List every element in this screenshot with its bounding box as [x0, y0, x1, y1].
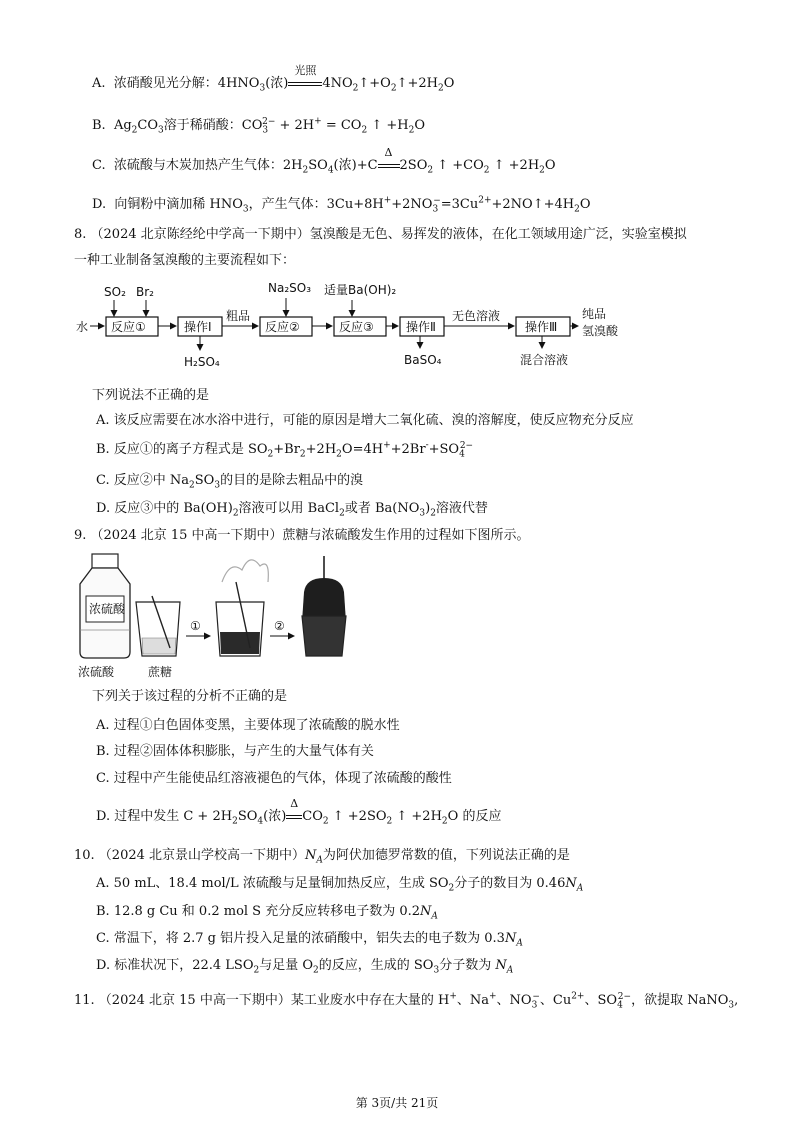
q8-question: 下列说法不正确的是 — [92, 388, 210, 403]
step2-label: ② — [274, 619, 285, 633]
expanded-carbon-beaker — [302, 556, 346, 656]
blackened-beaker — [216, 560, 268, 656]
q8-option-a: A. 该反应需要在冰水浴中进行，可能的原因是增大二氧化硫、溴的溶解度，使反应物充分反应 — [96, 413, 634, 428]
svg-text:操作Ⅰ: 操作Ⅰ — [184, 320, 212, 334]
acid-bottle — [80, 554, 130, 658]
page-footer: 第 3页/共 21页 — [355, 1096, 439, 1110]
q10-option-c: C. 常温下，将 2.7 g 铝片投入足量的浓硝酸中，铝失去的电子数为 $0.3N_A$ — [96, 931, 523, 949]
q10-option-b: B. 12.8 g Cu 和 0.2 mol S 充分反应转移电子数为 $0.2N_A$ — [96, 904, 438, 922]
flow-output-baso4: BaSO₄ — [404, 353, 442, 367]
svg-text:反应②: 反应② — [265, 320, 300, 334]
q8-flow-diagram — [74, 278, 714, 374]
q9-sucrose-figure — [70, 552, 370, 682]
q8-stem-line1: 8. （2024 北京陈经纶中学高一下期中）氢溴酸是无色、易挥发的液体，在化工领域用途广泛，实验室模拟 — [74, 227, 687, 242]
flow-output-h2so4: H₂SO₄ — [184, 355, 220, 369]
q7-option-c: C. 浓硫酸与木炭加热产生气体：$2H_2SO_4$(浓)+C Δ $2SO_2$ ↑ $+CO_2$ ↑ $+2H_2O$ — [92, 146, 556, 176]
q7-option-d: D. 向铜粉中滴加稀 $HNO_3$，产生气体：$3Cu+8H^++2NO_3^-=3Cu^{2+}+2NO↑+4H_2O$ — [92, 195, 591, 215]
q9-option-a: A. 过程①白色固体变黑，主要体现了浓硫酸的脱水性 — [96, 718, 400, 733]
q10-option-d: D. 标准状况下，22.4 $LSO_2$与足量 $O_2$的反应，生成的 $SO_3$分子数为 $N_A$ — [96, 958, 514, 976]
q9-option-c: C. 过程中产生能使品红溶液褪色的气体，体现了浓硫酸的酸性 — [96, 771, 452, 786]
q8-option-c: C. 反应②中 $Na_2SO_3$的目的是除去粗品中的溴 — [96, 473, 364, 491]
flow-product-line2: 氢溴酸 — [582, 324, 619, 338]
q10-option-a: A. 50 mL、18.4 mol/L 浓硫酸与足量铜加热反应，生成 $SO_2$分子的数目为 $0.46N_A$ — [96, 876, 584, 894]
svg-text:反应③: 反应③ — [339, 320, 374, 334]
caption-sucrose: 蔗糖 — [148, 665, 173, 679]
caption-acid: 浓硫酸 — [78, 665, 115, 679]
q8-stem-line2: 一种工业制备氢溴酸的主要流程如下： — [74, 253, 296, 268]
q9-option-b: B. 过程②固体体积膨胀，与产生的大量气体有关 — [96, 744, 374, 759]
q9-option-d: D. 过程中发生 $C + 2H_2SO_4$(浓) Δ $CO_2$ ↑ $+2SO_2$ ↑ $+2H_2O$ 的反应 — [96, 797, 502, 827]
q8-option-d: D. 反应③中的 $Ba(OH)_2$溶液可以用 BaCl$_2$或者 $Ba(NO_3)_2$溶液代替 — [96, 501, 488, 519]
sucrose-beaker — [136, 596, 180, 656]
flow-output-mixture: 混合溶液 — [520, 353, 569, 367]
flow-input-na2so3: Na₂SO₃ — [268, 281, 312, 295]
step1-label: ① — [190, 619, 201, 633]
flow-input-water: 水 — [76, 320, 89, 334]
q7-option-b: B. $Ag_2CO_3$溶于稀硝酸：$CO_3^{2-} + 2H^+ = CO_2$ ↑ $+H_2O$ — [92, 116, 425, 136]
flow-input-br2: Br₂ — [136, 285, 154, 299]
q10-stem: 10. （2024 北京景山学校高一下期中）$N_A$为阿伏加德罗常数的值，下列说法正确的是 — [74, 848, 570, 866]
q9-question: 下列关于该过程的分析不正确的是 — [92, 689, 288, 704]
flow-input-baoh2: 适量Ba(OH)₂ — [324, 283, 397, 297]
flow-product-line1: 纯品 — [582, 307, 607, 321]
q7-option-a: A. 浓硝酸见光分解：$4HNO_3$(浓) 光照 $4NO_2↑+O_2↑+2H_2O$ — [92, 64, 455, 94]
bottle-label: 浓硫酸 — [89, 602, 126, 616]
q9-stem: 9. （2024 北京 15 中高一下期中）蔗糖与浓硫酸发生作用的过程如下图所示。 — [74, 528, 530, 543]
svg-text:操作Ⅱ: 操作Ⅱ — [406, 320, 436, 334]
q11-stem: 11. （2024 北京 15 中高一下期中）某工业废水中存在大量的 H+、Na+、$NO_3^-$、$Cu^{2+}$、$SO_4^{2-}$，欲提取 NaNO$_3$, — [74, 991, 739, 1011]
flow-input-so2: SO₂ — [104, 285, 126, 299]
q8-option-b: B. 反应①的离子方程式是 $SO_2+Br_2+2H_2O=4H^++2Br^-+SO_4^{2-}$ — [96, 440, 474, 460]
svg-text:操作Ⅲ: 操作Ⅲ — [525, 320, 558, 334]
flow-label-colorless: 无色溶液 — [452, 309, 501, 323]
flow-label-crude: 粗品 — [226, 309, 251, 323]
svg-text:反应①: 反应① — [111, 320, 146, 334]
